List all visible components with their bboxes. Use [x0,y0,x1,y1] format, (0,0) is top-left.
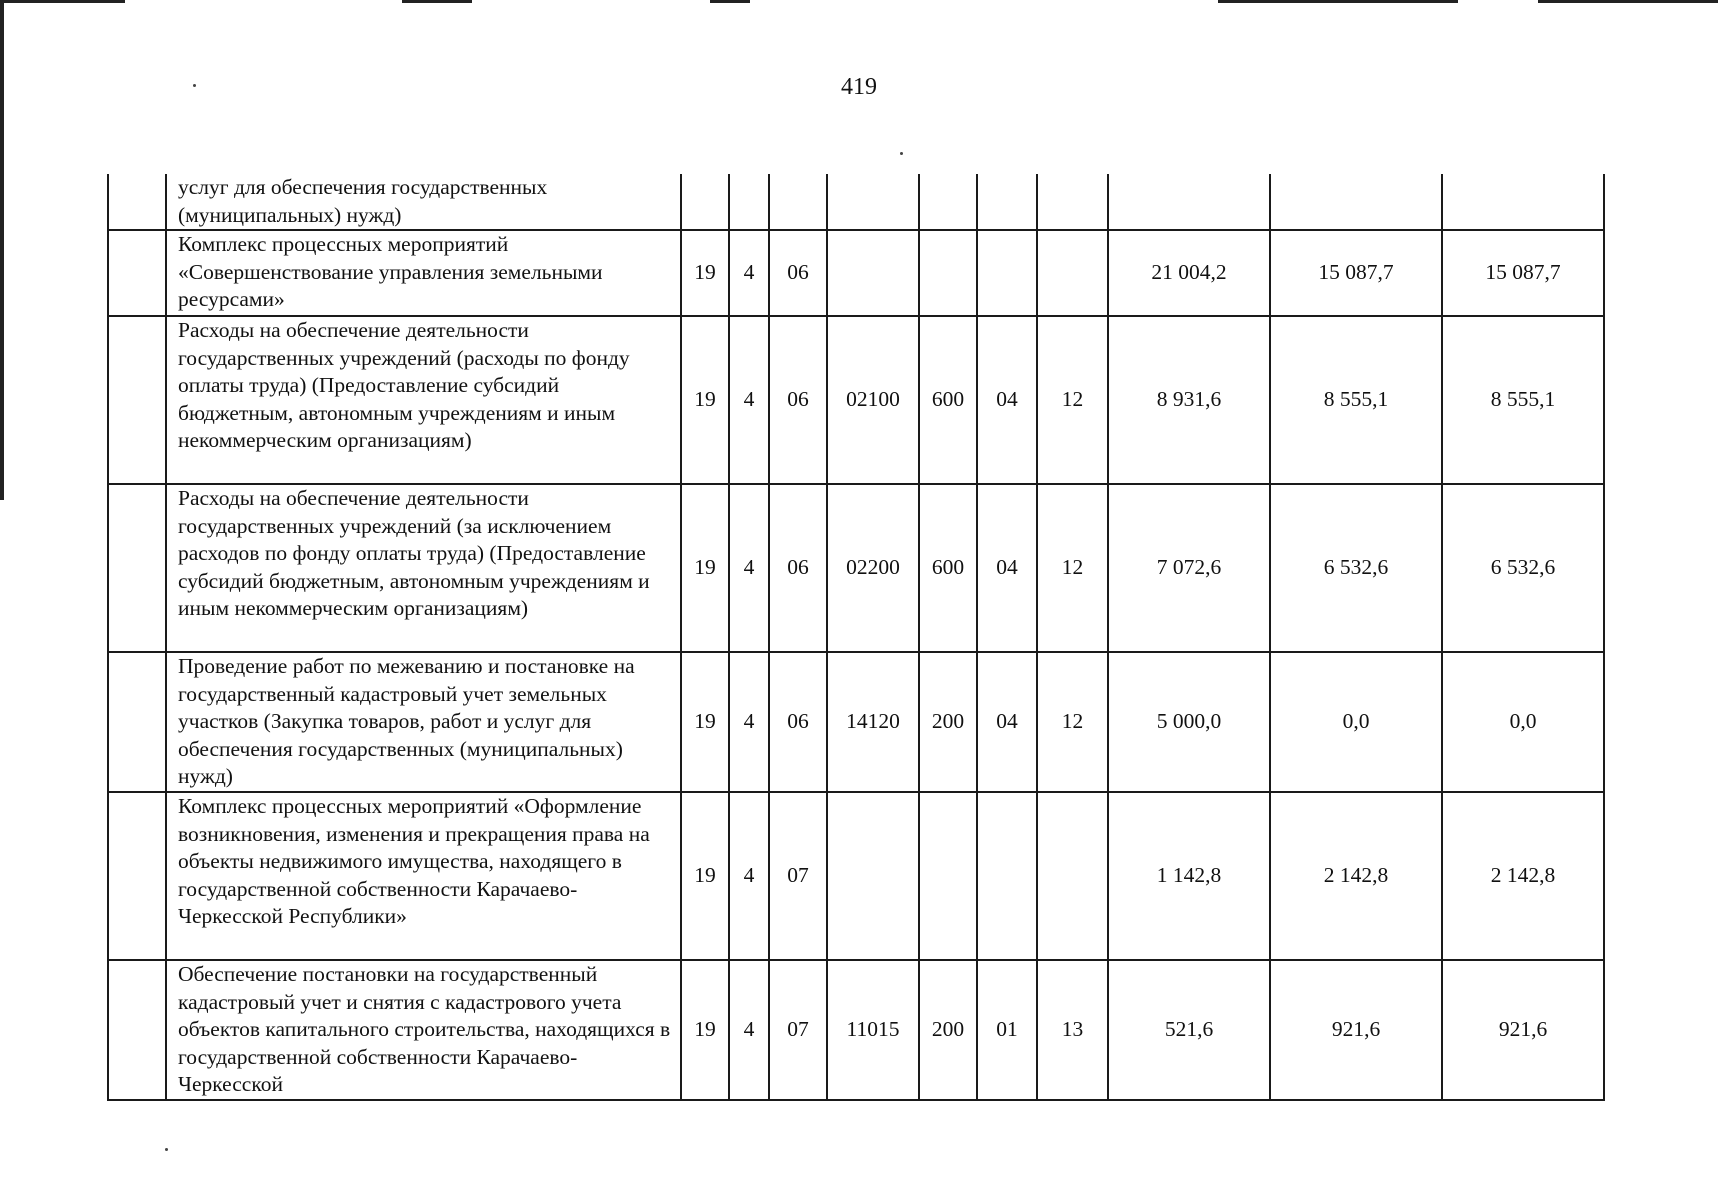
row-name: Проведение работ по межеванию и постановке на государственный кадастровый учет земельных участков (Закупка товаров, работ и услуг для обеспечения государственных (муниципальных) нужд) [166,652,681,792]
budget-table [107,174,1605,1101]
subsection-code: 12 [1037,484,1108,652]
amount-year-1: 8 931,6 [1108,316,1270,484]
row-name: Расходы на обеспечение деятельности государственных учреждений (за исключением расходов по фонду оплаты труда) (Предоставление субсидий бюджетным, автономным учреждениям и иным некоммерческим организациям) [166,484,681,652]
amount-year-1: 5 000,0 [1108,652,1270,792]
amount-year-3 [1442,174,1604,230]
amount-year-2: 6 532,6 [1270,484,1442,652]
amount-year-2: 8 555,1 [1270,316,1442,484]
section-code [977,792,1037,960]
gp-code: 19 [681,484,729,652]
num-cell [108,652,166,792]
table-row [108,316,1604,484]
amount-year-3: 6 532,6 [1442,484,1604,652]
vr-code: 600 [919,484,977,652]
amount-year-2: 921,6 [1270,960,1442,1100]
row-name: Обеспечение постановки на государственный кадастровый учет и снятия с кадастрового учета объектов капитального строительства, находящихся в государственной собственности Карачаево-Черкесской [166,960,681,1100]
subsection-code: 12 [1037,652,1108,792]
direction-code: 02200 [827,484,919,652]
table-row [108,652,1604,792]
vr-code: 200 [919,652,977,792]
table-body [108,174,1604,1100]
section-code: 04 [977,484,1037,652]
subsection-code: 12 [1037,316,1108,484]
scan-edge-top [1538,0,1718,3]
direction-code: 11015 [827,960,919,1100]
table-row [108,174,1604,230]
amount-year-3: 0,0 [1442,652,1604,792]
vr-code [919,230,977,316]
direction-code [827,174,919,230]
pp-code: 4 [729,484,769,652]
pp-code: 4 [729,960,769,1100]
gp-code: 19 [681,960,729,1100]
amount-year-1: 7 072,6 [1108,484,1270,652]
subsection-code [1037,792,1108,960]
subsection-code [1037,230,1108,316]
scan-speck [900,152,903,155]
vr-code [919,174,977,230]
table-row [108,960,1604,1100]
amount-year-3: 2 142,8 [1442,792,1604,960]
page-number: 419 [841,74,877,100]
num-cell [108,174,166,230]
pp-code: 4 [729,230,769,316]
row-name: Комплекс процессных мероприятий «Совершенствование управления земельными ресурсами» [166,230,681,316]
subsection-code: 13 [1037,960,1108,1100]
amount-year-2 [1270,174,1442,230]
num-cell [108,230,166,316]
amount-year-2: 0,0 [1270,652,1442,792]
vr-code [919,792,977,960]
section-code [977,174,1037,230]
subsection-code [1037,174,1108,230]
num-cell [108,316,166,484]
row-name: Комплекс процессных мероприятий «Оформление возникновения, изменения и прекращения права на объекты недвижимого имущества, находящего в государственной собственности Карачаево-Черкесской Республики» [166,792,681,960]
amount-year-2: 15 087,7 [1270,230,1442,316]
amount-year-3: 921,6 [1442,960,1604,1100]
table-row [108,792,1604,960]
ce-code: 06 [769,230,827,316]
row-name: Расходы на обеспечение деятельности государственных учреждений (расходы по фонду оплаты труда) (Предоставление субсидий бюджетным, автономным учреждениям и иным некоммерческим организациям) [166,316,681,484]
amount-year-1 [1108,174,1270,230]
pp-code: 4 [729,316,769,484]
gp-code: 19 [681,316,729,484]
amount-year-1: 521,6 [1108,960,1270,1100]
amount-year-1: 1 142,8 [1108,792,1270,960]
amount-year-1: 21 004,2 [1108,230,1270,316]
section-code: 04 [977,652,1037,792]
scan-speck [165,1148,168,1151]
section-code: 01 [977,960,1037,1100]
direction-code [827,792,919,960]
section-code [977,230,1037,316]
amount-year-3: 8 555,1 [1442,316,1604,484]
ce-code: 06 [769,316,827,484]
vr-code: 200 [919,960,977,1100]
pp-code: 4 [729,652,769,792]
ce-code: 06 [769,652,827,792]
section-code: 04 [977,316,1037,484]
row-name: услуг для обеспечения государственных (муниципальных) нужд) [166,174,681,230]
scan-edge-top [710,0,750,3]
ce-code [769,174,827,230]
table-row [108,484,1604,652]
num-cell [108,792,166,960]
vr-code: 600 [919,316,977,484]
gp-code: 19 [681,792,729,960]
ce-code: 07 [769,792,827,960]
gp-code: 19 [681,230,729,316]
ce-code: 06 [769,484,827,652]
table-row [108,230,1604,316]
scan-edge-top [402,0,472,3]
direction-code [827,230,919,316]
direction-code: 02100 [827,316,919,484]
scan-edge-top [0,0,125,3]
amount-year-2: 2 142,8 [1270,792,1442,960]
scan-edge-top [1218,0,1458,3]
amount-year-3: 15 087,7 [1442,230,1604,316]
num-cell [108,960,166,1100]
pp-code [729,174,769,230]
direction-code: 14120 [827,652,919,792]
pp-code: 4 [729,792,769,960]
ce-code: 07 [769,960,827,1100]
gp-code: 19 [681,652,729,792]
num-cell [108,484,166,652]
gp-code [681,174,729,230]
